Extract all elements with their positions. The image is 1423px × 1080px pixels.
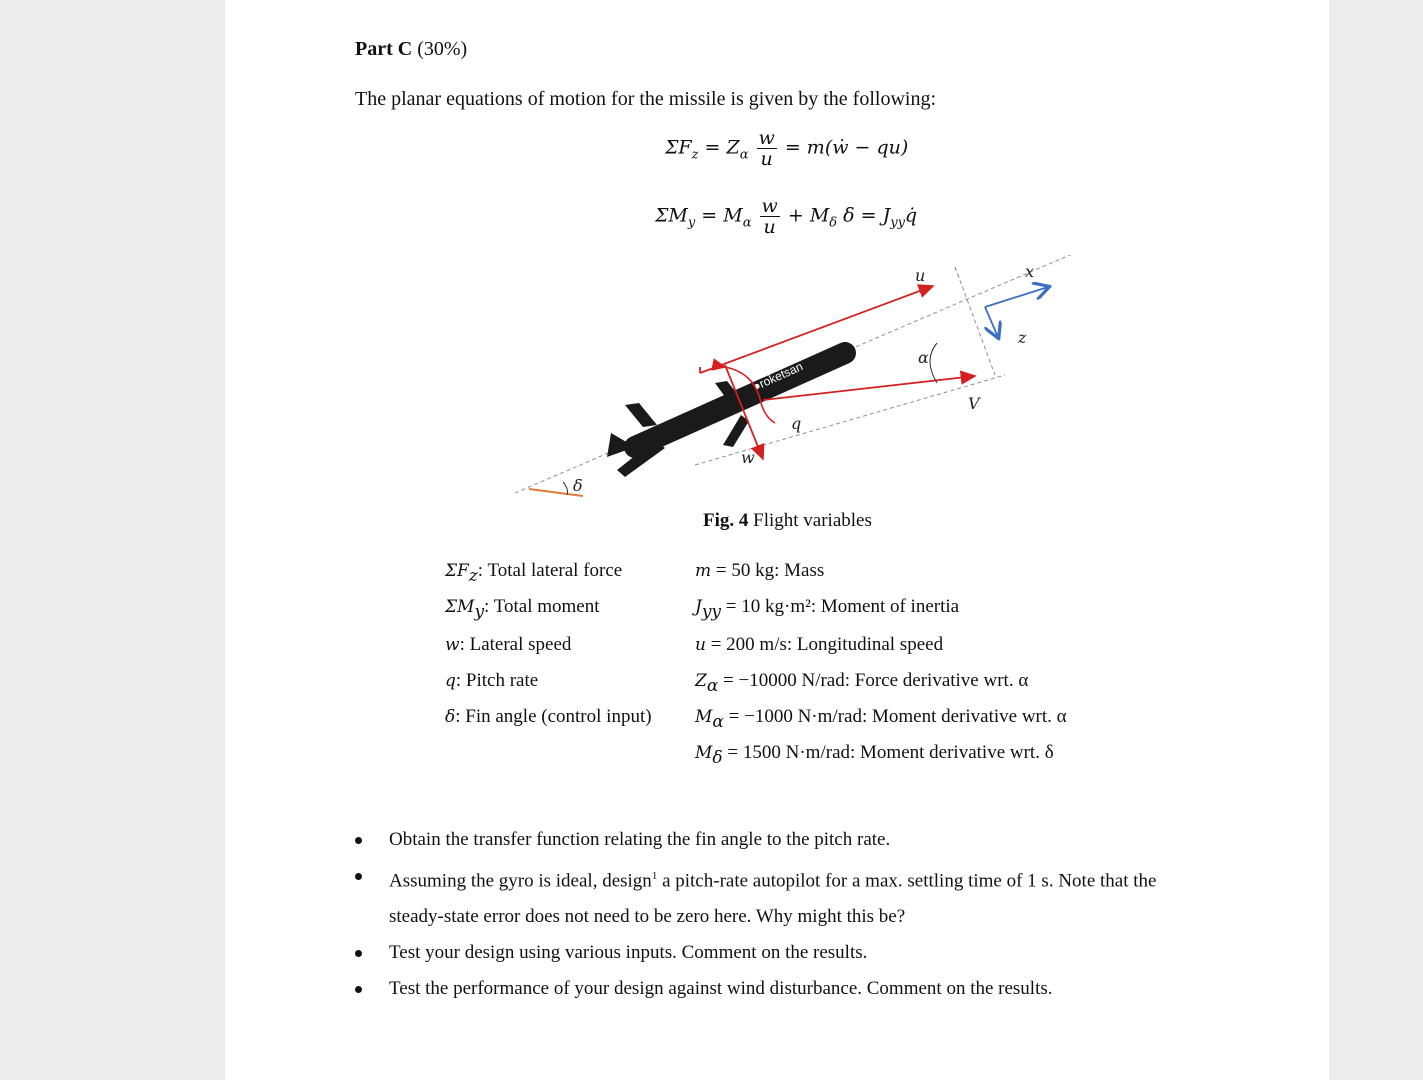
label-x: x <box>1025 262 1035 281</box>
label-w: w <box>741 448 755 467</box>
label-alpha: α <box>918 348 929 367</box>
definition-left-0: $\Sigma F_z$: Total lateral force <box>445 560 623 586</box>
definition-left-2: w: Lateral speed <box>445 634 572 655</box>
alpha-arc <box>930 343 937 383</box>
label-u: u <box>915 266 926 285</box>
figure-caption: Fig. 4 Flight variables <box>703 510 872 531</box>
label-z: z <box>1018 328 1027 347</box>
definition-left-1: $\Sigma M_y$: Total moment <box>445 596 600 622</box>
equation-force: $\Sigma F_z = Z_\alpha$ $\frac{w}{u}$ = m(ẇ − qu) <box>665 127 909 170</box>
label-V: V <box>968 394 980 413</box>
intro-text: The planar equations of motion for the missile is given by the following: <box>355 88 937 110</box>
bullet-icon <box>355 950 362 957</box>
definition-right-4: $M_\alpha = -1000$ N·m/rad: Moment derivative wrt. α <box>695 706 1067 732</box>
z-axis-arrow <box>985 307 998 337</box>
definition-left-4: δ: Fin angle (control input) <box>445 706 652 727</box>
definition-right-2: u = 200 m/s: Longitudinal speed <box>695 634 944 655</box>
equation-moment: $\Sigma M_y = M_\alpha$ $\frac{w}{u}$ + $M_\delta$ $\delta = J_{yy}q̇$ <box>655 195 918 238</box>
bullet-icon <box>355 873 362 880</box>
body-axes <box>985 287 1048 337</box>
missile-body <box>607 353 845 477</box>
part-title: Part C (30%) <box>355 38 468 60</box>
definition-right-1: $J_{yy} = 10$ kg·m²: Moment of inertia <box>695 596 960 622</box>
definition-right-5: $M_\delta = 1500$ N·m/rad: Moment derivative wrt. δ <box>695 742 1054 768</box>
task-item: Test your design using various inputs. Comment on the results. <box>355 935 1205 971</box>
task-item: Assuming the gyro is ideal, design$^1$ a pitch-rate autopilot for a max. settling time of 1 s. Note that the steady-state error does not need to be zero here. Why might this be? <box>355 858 1205 935</box>
definition-right-0: m = 50 kg: Mass <box>695 560 825 581</box>
bullet-icon <box>355 837 362 844</box>
x-axis-arrow <box>985 287 1048 307</box>
task-item: Test the performance of your design against wind disturbance. Comment on the results. <box>355 971 1205 1007</box>
document-page <box>225 0 1329 1080</box>
definition-left-3: q: Pitch rate <box>445 670 539 691</box>
bullet-icon <box>355 986 362 993</box>
flight-variables-figure <box>515 255 1075 515</box>
definition-right-3: $Z_\alpha = -10000$ N/rad: Force derivative wrt. α <box>695 670 1029 696</box>
task-list <box>355 822 1205 1007</box>
roketsan-logo: ●roketsan <box>750 359 805 394</box>
label-delta: δ <box>573 476 583 495</box>
task-item: Obtain the transfer function relating the fin angle to the pitch rate. <box>355 822 1205 858</box>
label-q: q <box>791 414 802 433</box>
